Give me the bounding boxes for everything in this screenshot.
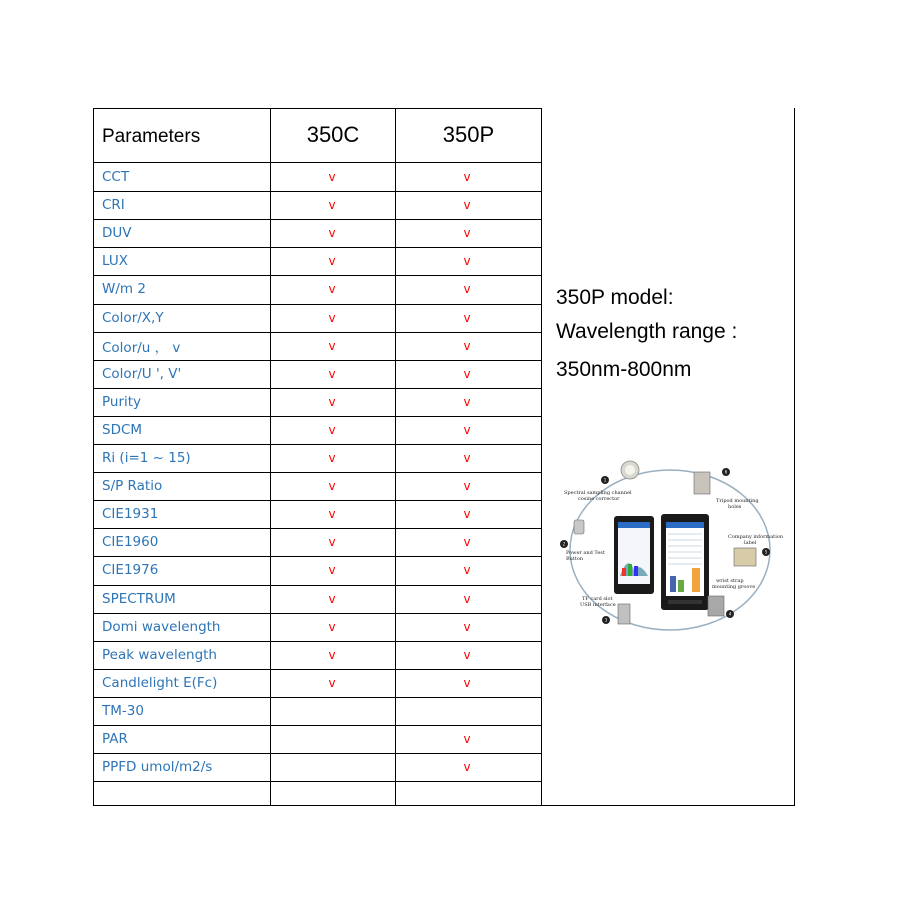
note-line-3: 350nm-800nm xyxy=(556,358,692,381)
parameter-label: PPFD umol/m2/s xyxy=(102,759,213,775)
check-mark-350c: v xyxy=(328,592,336,606)
check-mark-350p: v xyxy=(463,311,471,325)
svg-text:4: 4 xyxy=(728,611,732,617)
check-mark-350c: v xyxy=(328,479,336,493)
callout-tf-2: USB interface xyxy=(580,602,616,608)
check-mark-350p: v xyxy=(463,732,471,746)
note-line-2: Wavelength range : xyxy=(556,320,738,343)
check-mark-350p: v xyxy=(463,676,471,690)
grid-line xyxy=(541,805,794,806)
svg-text:6: 6 xyxy=(724,469,728,475)
header-350c: 350C xyxy=(306,122,360,147)
parameter-label: SDCM xyxy=(102,422,143,438)
check-mark-350p: v xyxy=(463,339,471,353)
check-mark-350p: v xyxy=(463,254,471,268)
check-mark-350p: v xyxy=(463,198,471,212)
parameter-label: CIE1931 xyxy=(102,506,159,522)
check-mark-350p: v xyxy=(463,367,471,381)
grid-line xyxy=(541,108,542,806)
callout-strap: wrist strap xyxy=(716,578,744,584)
callout-power-2: Button xyxy=(566,556,584,562)
check-mark-350c: v xyxy=(328,170,336,184)
header-350p: 350P xyxy=(442,122,495,147)
check-mark-350p: v xyxy=(463,479,471,493)
svg-text:5: 5 xyxy=(764,549,768,555)
parameter-label: Color/U ', V' xyxy=(102,366,182,382)
parameter-label: CCT xyxy=(102,169,130,185)
check-mark-350p: v xyxy=(463,648,471,662)
check-mark-350p: v xyxy=(463,451,471,465)
parameter-label: CRI xyxy=(102,197,125,213)
callout-power: Power and Test xyxy=(566,550,605,556)
callout-sampling-2: cosine corrector xyxy=(578,496,620,502)
check-mark-350c: v xyxy=(328,648,336,662)
parameter-label: W/m 2 xyxy=(102,281,146,297)
check-mark-350c: v xyxy=(328,282,336,296)
check-mark-350c: v xyxy=(328,507,336,521)
check-mark-350c: v xyxy=(328,395,336,409)
parameter-label: CIE1976 xyxy=(102,562,159,578)
parameter-label: LUX xyxy=(102,253,128,269)
grid-line xyxy=(94,162,541,163)
callout-tf: TF card slot xyxy=(582,596,613,602)
check-mark-350p: v xyxy=(463,395,471,409)
check-mark-350c: v xyxy=(328,311,336,325)
parameter-label: Purity xyxy=(102,394,142,410)
grid-line xyxy=(94,108,541,109)
parameter-label: Color/X,Y xyxy=(102,310,164,326)
check-mark-350p: v xyxy=(463,592,471,606)
parameter-label: Ri (i=1 ~ 15) xyxy=(102,450,191,466)
device-left-image xyxy=(614,516,654,594)
check-mark-350p: v xyxy=(463,282,471,296)
check-mark-350p: v xyxy=(463,760,471,774)
check-mark-350p: v xyxy=(463,170,471,184)
svg-text:2: 2 xyxy=(562,541,566,547)
check-mark-350c: v xyxy=(328,451,336,465)
check-mark-350c: v xyxy=(328,563,336,577)
parameter-label: SPECTRUM xyxy=(102,591,176,607)
grid-line xyxy=(270,108,271,806)
check-mark-350p: v xyxy=(463,507,471,521)
grid-line xyxy=(395,108,396,806)
check-mark-350p: v xyxy=(463,620,471,634)
header-parameters: Parameters xyxy=(102,126,201,147)
parameter-label: PAR xyxy=(102,731,128,747)
parameter-label: CIE1960 xyxy=(102,534,159,550)
check-mark-350c: v xyxy=(328,198,336,212)
grid-line xyxy=(94,805,541,806)
callout-tripod: Tripod mounting xyxy=(716,498,759,504)
grid-line xyxy=(93,108,94,806)
grid-line xyxy=(94,781,541,782)
check-mark-350c: v xyxy=(328,620,336,634)
device-right-image xyxy=(661,514,709,610)
parameter-label: DUV xyxy=(102,225,132,241)
check-mark-350p: v xyxy=(463,423,471,437)
check-mark-350c: v xyxy=(328,535,336,549)
check-mark-350c: v xyxy=(328,423,336,437)
callout-sampling: Spectral sampling channel xyxy=(564,490,632,496)
note-line-1: 350P model: xyxy=(556,286,674,309)
check-mark-350p: v xyxy=(463,563,471,577)
check-mark-350c: v xyxy=(328,254,336,268)
parameter-label: Domi wavelength xyxy=(102,619,221,635)
svg-text:3: 3 xyxy=(604,617,608,623)
callout-tripod-2: holes xyxy=(728,504,742,510)
parameter-label: Color/u ， v xyxy=(102,340,181,356)
check-mark-350c: v xyxy=(328,339,336,353)
parameter-label: TM-30 xyxy=(102,703,144,719)
check-mark-350c: v xyxy=(328,676,336,690)
check-mark-350p: v xyxy=(463,226,471,240)
callout-strap-2: mounting groove xyxy=(712,584,756,590)
check-mark-350p: v xyxy=(463,535,471,549)
check-mark-350c: v xyxy=(328,367,336,381)
parameter-label: S/P Ratio xyxy=(102,478,163,494)
callout-company: Company information xyxy=(728,534,783,540)
check-mark-350c: v xyxy=(328,226,336,240)
grid-line xyxy=(794,108,795,806)
callout-company-2: label xyxy=(744,540,757,546)
svg-text:1: 1 xyxy=(603,477,607,483)
device-diagram xyxy=(558,458,783,638)
parameter-label: Candlelight E(Fc) xyxy=(102,675,218,691)
parameter-label: Peak wavelength xyxy=(102,647,217,663)
